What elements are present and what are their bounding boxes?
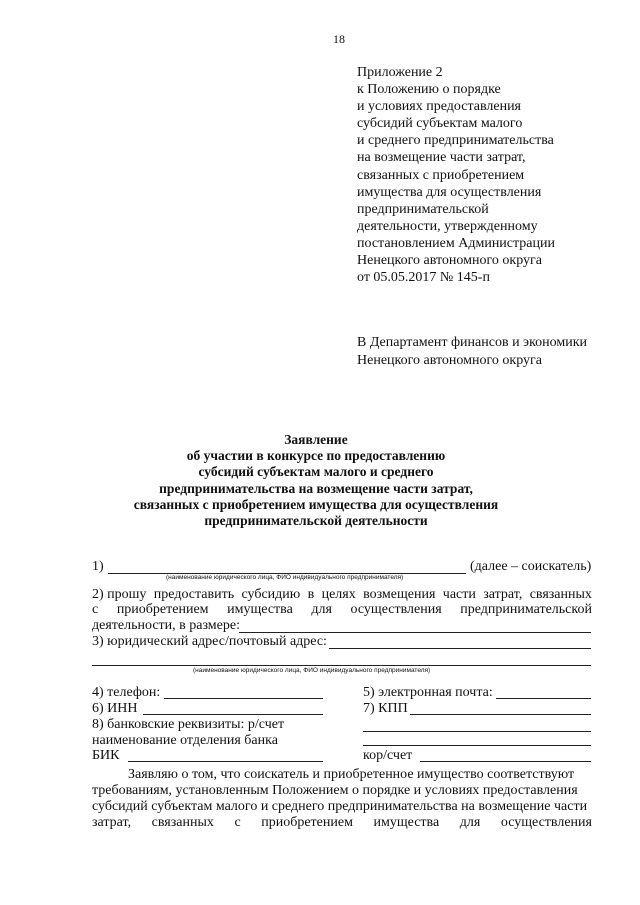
- email-label: 5) электронная почта:: [363, 685, 493, 700]
- item1-caption: (наименование юридического лица, ФИО индивидуального предпринимателя): [166, 574, 404, 581]
- bik-label: БИК: [92, 748, 120, 763]
- title-line: об участии в конкурсе по предоставлению: [186, 448, 446, 464]
- addressee-line: Ненецкого автономного округа: [357, 353, 542, 368]
- appendix-line: и среднего предпринимательства: [357, 133, 554, 149]
- appendix-line: связанных с приобретением: [357, 167, 525, 183]
- word: в: [307, 587, 315, 602]
- kpp-label: 7) КПП: [363, 701, 408, 716]
- appendix-line: и условиях предоставления: [357, 99, 521, 115]
- title-line: связанных с приобретением имущества для осуществления: [133, 496, 499, 512]
- bank-account-field[interactable]: [363, 731, 591, 732]
- item2-line3: деятельности, в размере:: [92, 618, 240, 633]
- word: предпринимательской: [460, 602, 592, 617]
- legal-address-field[interactable]: [329, 648, 591, 649]
- legal-address-field-2[interactable]: [92, 665, 591, 666]
- appendix-line: субсидий субъектам малого: [357, 116, 523, 132]
- word: связанных: [151, 815, 214, 830]
- subsidy-amount-field[interactable]: [239, 632, 591, 633]
- addressee: [357, 334, 587, 370]
- appendix-line: постановлением Администрации: [357, 235, 555, 251]
- statement-line4: [92, 815, 592, 831]
- word: связанных: [529, 587, 592, 602]
- word: затрат,: [92, 815, 132, 830]
- item2-line2: [92, 602, 592, 618]
- email-field[interactable]: [496, 698, 591, 699]
- appendix-header: [357, 64, 555, 286]
- word: приобретением: [116, 602, 209, 617]
- appendix-line: к Положению о порядке: [357, 82, 501, 98]
- word: с: [234, 815, 241, 830]
- phone-field[interactable]: [164, 698, 323, 699]
- appendix-line: имущества для осуществления: [357, 184, 542, 200]
- word: с: [92, 602, 99, 617]
- page-number: 18: [333, 32, 345, 46]
- appendix-line: деятельности, утвержденному: [357, 218, 538, 234]
- bank-name-label: наименование отделения банка: [92, 733, 278, 748]
- item1-suffix: (далее – соискатель): [470, 559, 592, 574]
- word: для: [311, 602, 332, 617]
- appendix-line: Приложение 2: [357, 65, 443, 80]
- inn-field[interactable]: [143, 714, 323, 715]
- word: приобретением: [261, 815, 353, 830]
- appendix-line: на возмещение части затрат,: [357, 150, 526, 166]
- item2-line1: [92, 587, 592, 603]
- word: предоставить: [153, 587, 235, 602]
- word: осуществления: [350, 602, 442, 617]
- word: затрат,: [483, 587, 523, 602]
- statement-line3: субсидий субъектам малого и среднего предпринимательства на возмещение части: [92, 799, 588, 814]
- inn-label: 6) ИНН: [92, 701, 138, 716]
- appendix-line: предпринимательской: [357, 201, 489, 217]
- corr-account-field[interactable]: [420, 761, 591, 762]
- appendix-line: от 05.05.2017 № 145-п: [357, 270, 490, 286]
- appendix-line: Ненецкого автономного округа: [357, 253, 542, 269]
- bik-field[interactable]: [128, 761, 323, 762]
- title-line: предпринимательства на возмещение части затрат,: [159, 480, 473, 496]
- title-line: Заявление: [284, 432, 348, 447]
- title-line: предпринимательской деятельности: [204, 513, 428, 529]
- item3-caption: (наименование юридического лица, ФИО индивидуального предпринимателя): [193, 667, 431, 674]
- item3-label: 3) юридический адрес/почтовый адрес:: [92, 634, 327, 649]
- bank-details-label: 8) банковские реквизиты: р/счет: [92, 717, 285, 732]
- kpp-field[interactable]: [410, 714, 591, 715]
- word: для: [459, 815, 481, 830]
- word: 2) прошу: [92, 587, 147, 602]
- phone-label: 4) телефон:: [92, 685, 161, 700]
- statement-line1: Заявляю о том, что соискатель и приобретенное имущество соответствуют: [128, 767, 575, 782]
- title-line: субсидий субъектам малого и среднего: [198, 464, 434, 480]
- word: возмещения: [363, 587, 436, 602]
- addressee-line: В Департамент финансов и экономики: [357, 335, 588, 350]
- word: имущества: [227, 602, 293, 617]
- item1-number: 1): [92, 559, 104, 574]
- word: субсидию: [241, 587, 301, 602]
- word: осуществления: [500, 815, 592, 830]
- corr-account-label: кор/счет: [363, 748, 413, 763]
- statement-line2: требованиям, установленным Положением о порядке и условиях предоставления: [92, 783, 578, 798]
- bank-name-field[interactable]: [363, 745, 591, 746]
- document-title: [120, 432, 512, 529]
- word: целях: [321, 587, 356, 602]
- word: части: [442, 587, 476, 602]
- word: имущества: [373, 815, 440, 830]
